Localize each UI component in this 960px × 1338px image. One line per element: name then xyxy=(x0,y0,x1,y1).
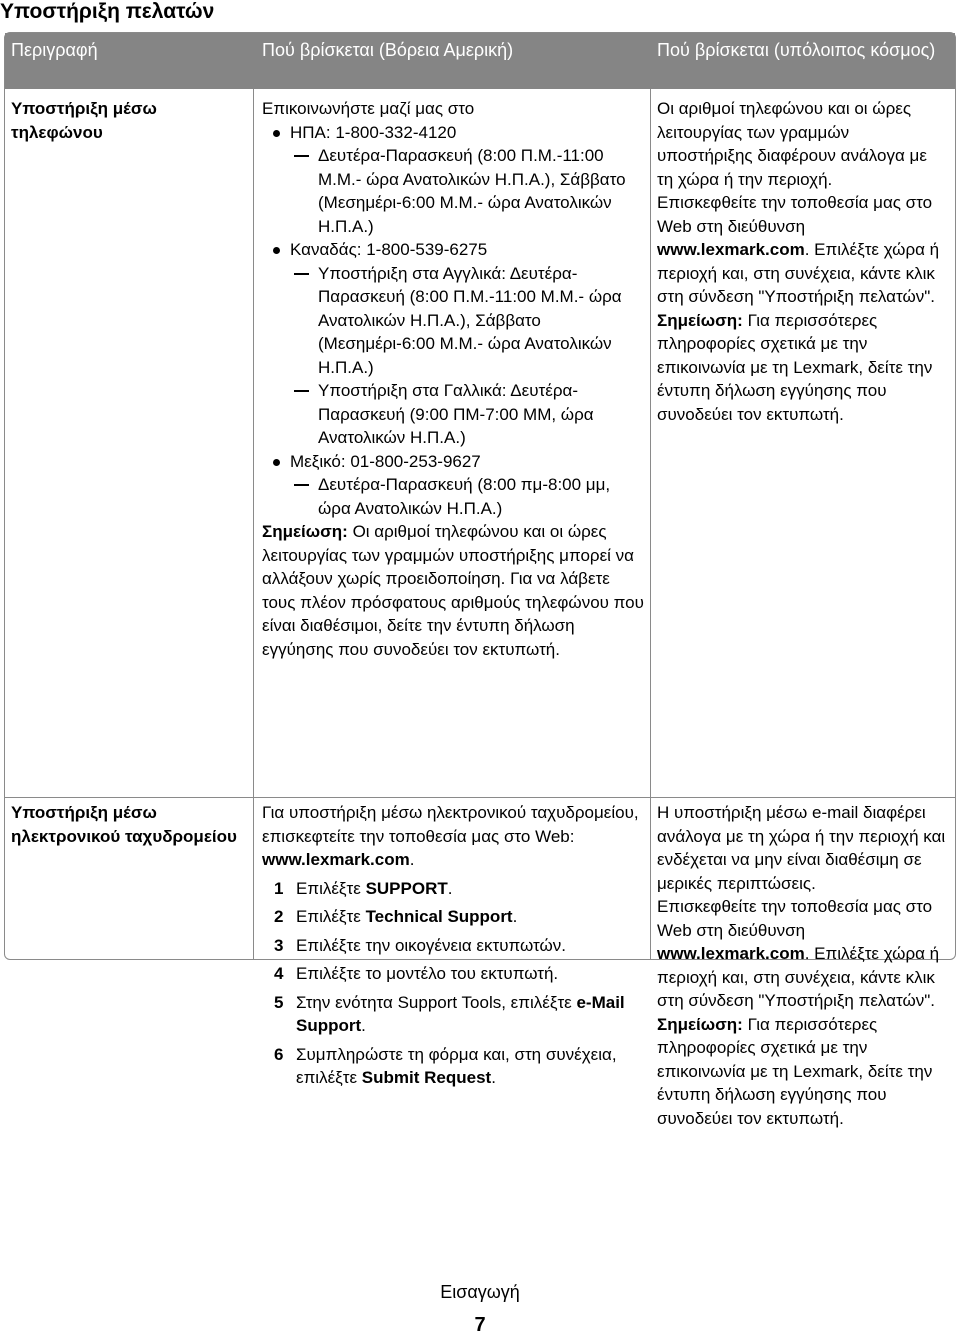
row-head-email: Υποστήριξη μέσω ηλεκτρονικού ταχυδρομείου xyxy=(11,803,237,846)
visit-text: Επισκεφθείτε την τοποθεσία μας στο Web στη διεύθυνση xyxy=(657,897,933,940)
email-intro xyxy=(262,801,647,872)
step-number: 2 xyxy=(274,907,284,926)
step-text-end: . xyxy=(512,907,518,926)
phone-world-note xyxy=(657,309,947,427)
step-text: Επιλέξτε xyxy=(296,907,366,926)
step-text-end: . xyxy=(447,878,453,898)
usa-phone: ΗΠΑ: 1-800-332-4120 xyxy=(262,121,647,145)
usa-hours: Δευτέρα-Παρασκευή (8:00 Π.Μ.-11:00 Μ.Μ.- ώρα Ανατολικών Η.Π.Α.), Σάββατο (Μεσημέρι-6:00 Μ.Μ.- ώρα Ανατολικών Η.Π.Α.) xyxy=(262,144,647,238)
step-option: SUPPORT xyxy=(365,878,448,898)
lexmark-link[interactable]: www.lexmark.com xyxy=(657,944,805,963)
lexmark-link[interactable]: www.lexmark.com xyxy=(657,240,805,259)
footer-section: Εισαγωγή xyxy=(440,1282,520,1302)
page-number: 7 xyxy=(474,1314,486,1336)
email-world-visit xyxy=(657,895,947,1013)
column-divider xyxy=(253,89,254,959)
canada-french-hours: Υποστήριξη στα Γαλλικά: Δευτέρα-Παρασκευή (9:00 ΠΜ-7:00 ΜΜ, ώρα Ανατολικών Η.Π.Α.) xyxy=(262,379,647,450)
header-north-america: Πού βρίσκεται (Βόρεια Αμερική) xyxy=(262,40,514,60)
email-world-note xyxy=(657,1013,947,1131)
step-number: 1 xyxy=(274,878,284,898)
step-text: Επιλέξτε xyxy=(296,878,366,898)
mexico-hours: Δευτέρα-Παρασκευή (8:00 πμ-8:00 μμ, ώρα Ανατολικών Η.Π.Α.) xyxy=(262,473,647,520)
note-label: Σημείωση: xyxy=(262,522,348,541)
lexmark-link[interactable]: www.lexmark.com xyxy=(262,850,410,869)
step-number: 5 xyxy=(274,992,284,1012)
note-text: Για περισσότερες πληροφορίες σχετικά με την επικοινωνία με τη Lexmark, δείτε την έντυπη δήλωση εγγύησης που συνοδεύει τον εκτυπωτή. xyxy=(657,1014,933,1128)
email-intro-text: Για υποστήριξη μέσω ηλεκτρονικού ταχυδρομείου, επισκεφτείτε την τοποθεσία μας στο Web: xyxy=(262,803,639,846)
visit-text-end: . Επιλέξτε χώρα ή περιοχή και, στη συνέχεια, κάντε κλικ στη σύνδεση "Υποστήριξη πελατών". xyxy=(657,240,940,306)
note-label: Σημείωση: xyxy=(657,310,743,330)
step-text: Συμπληρώστε τη φόρμα και, στη συνέχεια, επιλέξτε xyxy=(296,1044,617,1087)
step-text: Επιλέξτε την οικογένεια εκτυπωτών. xyxy=(296,935,566,955)
note-text: Οι αριθμοί τηλεφώνου και οι ώρες λειτουργίας των γραμμών υποστήριξης μπορεί να αλλάξουν χωρίς προειδοποίηση. Για να λάβετε τους πλέον πρόσφατους αριθμούς τηλεφώνου που είναι διαθέσιμοι, δείτε την έντυπη δήλωση εγγύησης που συνοδεύει τον εκτυπωτή. xyxy=(262,522,644,659)
email-steps-list xyxy=(262,877,647,1090)
phone-intro: Επικοινωνήστε μαζί μας στο xyxy=(262,99,475,118)
email-step xyxy=(262,905,647,929)
step-number: 3 xyxy=(274,935,284,955)
note-label: Σημείωση: xyxy=(657,1014,743,1034)
step-text: Στην ενότητα Support Tools, επιλέξτε xyxy=(296,992,577,1012)
row-head-phone: Υποστήριξη μέσω τηλεφώνου xyxy=(11,99,157,142)
header-description: Περιγραφή xyxy=(11,40,98,60)
note-text: Για περισσότερες πληροφορίες σχετικά με την επικοινωνία με τη Lexmark, δείτε την έντυπη δήλωση εγγύησης που συνοδεύει τον εκτυπωτή. xyxy=(657,310,933,424)
email-world-info: Η υποστήριξη μέσω e-mail διαφέρει ανάλογα με τη χώρα ή την περιοχή και ενδέχεται να μην είναι διαθέσιμη σε μερικές περιπτώσεις. xyxy=(657,803,946,893)
step-text-end: . xyxy=(361,1016,366,1035)
email-step xyxy=(262,1043,647,1090)
step-number: 4 xyxy=(274,964,284,983)
page-title: Υποστήριξη πελατών xyxy=(0,0,215,23)
step-text: Επιλέξτε το μοντέλο του εκτυπωτή. xyxy=(296,964,559,983)
phone-world-cell xyxy=(657,97,947,426)
email-world-cell xyxy=(657,801,947,1130)
step-option: Technical Support xyxy=(365,907,513,926)
canada-phone: Καναδάς: 1-800-539-6275 xyxy=(262,238,647,262)
support-table xyxy=(4,32,956,1128)
email-north-america-cell xyxy=(262,801,647,1090)
step-number: 6 xyxy=(274,1044,284,1064)
header-rest-of-world: Πού βρίσκεται (υπόλοιπος κόσμος) xyxy=(657,40,936,60)
email-step xyxy=(262,934,647,958)
email-intro-end: . xyxy=(409,850,415,869)
visit-text: Επισκεφθείτε την τοποθεσία μας στο Web στη διεύθυνση xyxy=(657,193,933,236)
step-option: e-Mail Support xyxy=(296,992,625,1035)
visit-text-end: . Επιλέξτε χώρα ή περιοχή και, στη συνέχεια, κάντε κλικ στη σύνδεση "Υποστήριξη πελατών". xyxy=(657,944,940,1010)
phone-world-info: Οι αριθμοί τηλεφώνου και οι ώρες λειτουργίας των γραμμών υποστήριξης διαφέρουν ανάλογα με τη χώρα ή την περιοχή. xyxy=(657,99,927,189)
canada-english-hours: Υποστήριξη στα Αγγλικά: Δευτέρα-Παρασκευή (8:00 Π.Μ.-11:00 Μ.Μ.- ώρα Ανατολικών Η.Π.Α.), Σάββατο (Μεσημέρι-6:00 Μ.Μ.- ώρα Ανατολικών Η.Π.Α.) xyxy=(262,262,647,380)
phone-north-america-cell xyxy=(262,97,647,661)
step-text-end: . xyxy=(491,1068,496,1087)
email-step xyxy=(262,877,647,901)
column-divider xyxy=(650,89,651,959)
mexico-phone: Μεξικό: 01-800-253-9627 xyxy=(262,450,647,474)
table-header xyxy=(5,33,955,89)
phone-world-visit xyxy=(657,191,947,309)
email-step xyxy=(262,962,647,986)
phone-note xyxy=(262,520,647,661)
email-step xyxy=(262,991,647,1038)
step-option: Submit Request xyxy=(361,1068,492,1087)
row-divider xyxy=(5,797,955,798)
